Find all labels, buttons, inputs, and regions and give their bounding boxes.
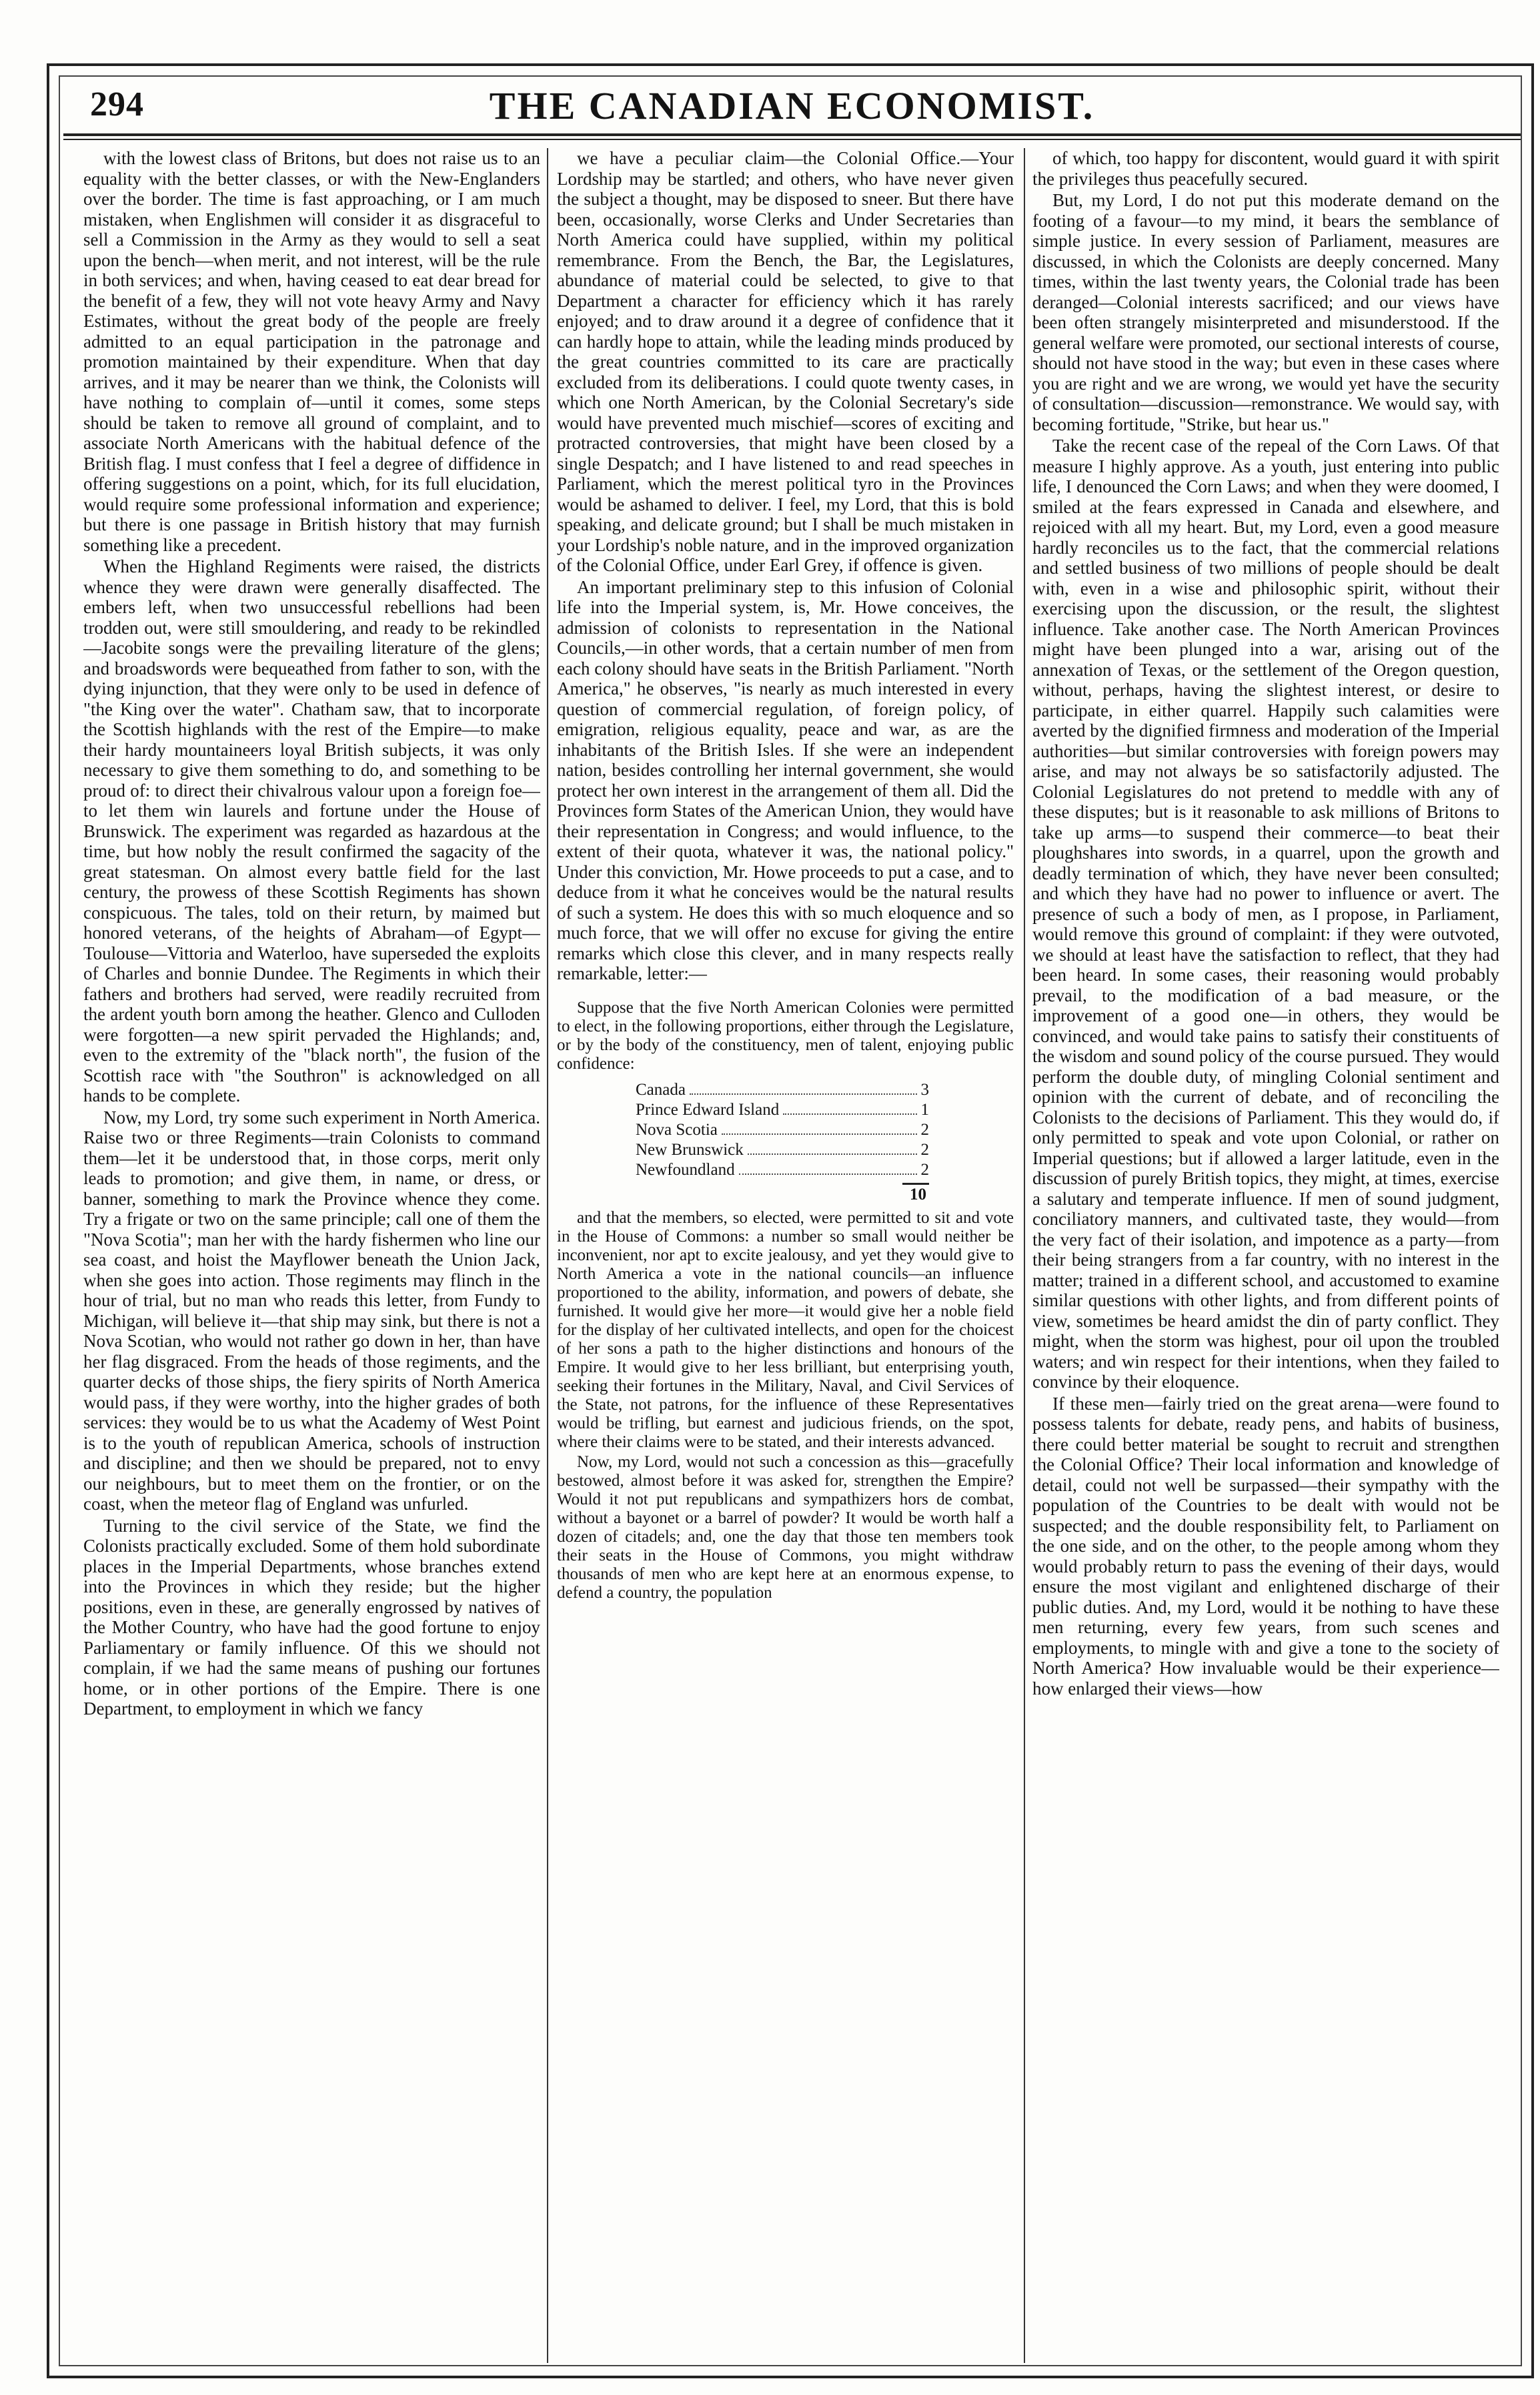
paragraph: of which, too happy for discontent, would guard it with spirit the privileges thus peacefully secured. xyxy=(1032,148,1499,189)
colony-name: New Brunswick xyxy=(636,1140,744,1159)
paragraph: Turning to the civil service of the State, we find the Colonists practically excluded. Some of them hold subordinate places in the Imperial Departments, whose branches extend into the Provinces in which they reside; but the higher positions, even in these, are generally engrossed by natives of the Mother Country, who have had the good fortune to enjoy Parliamentary or family influence. Of this we should not complain, if we had the same means of pushing our fortunes home, or in other portions of the Empire. There is one Department, to employment in which we fancy xyxy=(83,1515,540,1719)
leader-dots xyxy=(690,1080,917,1095)
paragraph: and that the members, so elected, were permitted to sit and vote in the House of Commons: a number so small would neither be inconvenient, nor apt to excite jealousy, and yet they would give to North America a vote in the national councils—an influence proportioned to the ability, information, and powers of debate, she furnished. It would give her more—it would give her a noble field for the display of her cultivated intellects, and open for the choicest of her sons a path to the higher distinctions and honours of the Empire. It would give to her less brilliant, but enterprising youth, seeking their fortunes in the Military, Naval, and Civil Services of the State, not patrons, for the influence of these Representatives would be trifling, but earnest and judicious friends, on the spot, where their claims were to be stated, and their interests advanced. xyxy=(557,1208,1014,1451)
paragraph: An important preliminary step to this infusion of Colonial life into the Imperial system, is, Mr. Howe conceives, the admission of colonists to representation in the National Councils,—in other words, that a certain number of men from each colony should have seats in the British Parliament. "North America," he observes, "is nearly as much interested in every question of commercial regulation, of foreign policy, of emigration, religious equality, peace and war, as are the inhabitants of the British Isles. If she were an independent nation, besides controlling her internal government, she would protect her own interest in the arrangement of them all. Did the Provinces form States of the American Union, they would have their representation in Congress; and would influence, to the extent of their quota, whatever it was, the national policy." Under this conviction, Mr. Howe proceeds to put a case, and to deduce from it what he conceives would be the natural results of such a system. He does this with so much eloquence and so much force, that we will offer no excuse for giving the entire remarks which close this clever, and in many respects really remarkable, letter:— xyxy=(557,576,1014,983)
paragraph: Now, my Lord, try some such experiment in North America. Raise two or three Regiments—train Colonists to command them—let it be understood that, in those corps, merit only leads to promotion; and give them, in name, or dress, or banner, something to mark the Province whence they come. Try a frigate or two on the same principle; call one of them the "Nova Scotia"; man her with the hardy fishermen who line our sea coast, and hoist the Mayflower beneath the Union Jack, when she goes into action. Those regiments may flinch in the hour of trial, but no man who reads this letter, from Fundy to Michigan, will believe it—that ship may sink, but there is not a Nova Scotian, who would not rather go down in her, than have her flag disgraced. From the heads of those regiments, and the quarter decks of those ships, the fiery spirits of North America would pass, if they were worthy, into the higher grades of both services: they would be to us what the Academy of West Point is to the youth of republican America, schools of instruction and discipline; and then we should be prepared, not to envy our neighbours, but to meet them on the frontier, or on the coast, when the meteor flag of England was unfurled. xyxy=(83,1107,540,1514)
paragraph: If these men—fairly tried on the great arena—were found to possess talents for debate, ready pens, and habits of business, there could better material be sought to recruit and strengthen the Colonial Office? Their local information and knowledge of detail, could not well be surpassed—their sympathy with the population of the Countries to be dealt with would not be suspected; and the double responsibility felt, to Parliament on the one side, and on the other, to the people among whom they would probably return to pass the evening of their days, would ensure the most vigilant and enlightened discharge of their public duties. And, my Lord, would it be nothing to have these men returning, every few years, from such scenes and employments, to mingle with and give a tone to the society of North America? How invaluable would be their experience—how enlarged their views—how xyxy=(1032,1393,1499,1699)
colony-seats: 2 xyxy=(920,1120,929,1139)
paragraph: When the Highland Regiments were raised, the districts whence they were drawn were generally disaffected. The embers left, when two unsuccessful rebellions had been trodden out, were still smouldering, and ready to be rekindled—Jacobite songs were the prevailing literature of the glens; and broadswords were bequeathed from father to son, with the dying injunction, that they were only to be used in defence of "the King over the water". Chatham saw, that to incorporate the Scottish highlands with the rest of the Empire—to make their hardy mountaineers loyal British subjects, it was only necessary to give them something to do, and something to be proud of: to direct their chivalrous valour upon a foreign foe—to let them win laurels and fortune under the House of Brunswick. The experiment was regarded as hazardous at the time, but how nobly the result confirmed the sagacity of the great statesman. On almost every battle field for the last century, the prowess of these Scottish Regiments has shown conspicuous. The tales, told on their return, by maimed but honored veterans, of the heights of Abraham—of Egypt—Toulouse—Vittoria and Waterloo, have superseded the exploits of Charles and bonnie Dundee. The Regiments in which their fathers and brothers had served, were readily recruited from the ardent youth born among the heather. Glenco and Culloden were forgotten—a new spirit pervaded the Highlands; and, even to the extremity of the "black north", the fusion of the Scottish race with "the Southron" is acknowledged on all hands to be complete. xyxy=(83,556,540,1105)
running-header xyxy=(63,83,1521,130)
column-divider xyxy=(547,148,548,2363)
colony-seats: 2 xyxy=(920,1140,929,1159)
paragraph: But, my Lord, I do not put this moderate demand on the footing of a favour—to my mind, it bears the semblance of simple justice. In every session of Parliament, measures are discussed, in which the Colonists are deeply concerned. Many times, within the last twenty years, the Colonial trade has been deranged—Colonial interests sacrificed; and our views have been often strangely misinterpreted and misunderstood. If the general welfare were promoted, our sectional interests of course, should not have stood in the way; but even in these cases where you are right and we are wrong, we would yet have the security of consultation—discussion—remonstrance. We would say, with becoming fortitude, "Strike, but hear us." xyxy=(1032,190,1499,434)
leader-dots xyxy=(748,1140,917,1155)
leader-dots xyxy=(783,1100,916,1115)
paragraph: Now, my Lord, would not such a concession as this—gracefully bestowed, almost before it was asked for, strengthen the Empire? Would it not put republicans and sympathizers hors de combat, without a bayonet or a barrel of powder? It would be worth half a dozen of citadels; and, one the day that those ten members took their seats in the House of Commons, you might withdraw thousands of men who are kept here at an enormous expense, to defend a country, the population xyxy=(557,1452,1014,1602)
column-left xyxy=(83,148,540,2363)
colony-name: Prince Edward Island xyxy=(636,1100,780,1119)
colony-row xyxy=(636,1100,929,1120)
colony-seats: 3 xyxy=(920,1080,929,1099)
column-divider xyxy=(1024,148,1025,2363)
column-middle xyxy=(557,148,1014,2363)
colony-name: Canada xyxy=(636,1080,686,1099)
leader-dots xyxy=(739,1160,917,1175)
paragraph: we have a peculiar claim—the Colonial Office.—Your Lordship may be startled; and others, who have never given the subject a thought, may be disposed to sneer. But there have been, occasionally, worse Clerks and Under Secretaries than North America could have supplied, within my political remembrance. From the Bench, the Bar, the Legislatures, abundance of material could be selected, to give to that Department a character for efficiency which it has rarely enjoyed; and to draw around it a degree of confidence that it can hardly hope to attain, while the leading minds produced by the great countries committed to its care are practically excluded from its deliberations. I could quote twenty cases, in which one North American, by the Colonial Secretary's side would have prevented much mischief—scores of exciting and protracted controversies, that might have been closed by a single Despatch; and I have listened to and read speeches in Parliament, which the merest political tyro in the Provinces would be ashamed to deliver. I feel, my Lord, that this is bold speaking, and delicate ground; but I shall be much mistaken in your Lordship's noble nature, and in the improved organization of the Colonial Office, under Earl Grey, if offence is given. xyxy=(557,148,1014,575)
colony-representation-table xyxy=(636,1080,929,1205)
colony-name: Newfoundland xyxy=(636,1160,735,1179)
header-rule xyxy=(63,133,1521,140)
colony-seats: 1 xyxy=(920,1100,929,1119)
colony-seats: 2 xyxy=(920,1160,929,1179)
paragraph: Take the recent case of the repeal of the Corn Laws. Of that measure I highly approve. As a youth, just entering into public life, I denounced the Corn Laws; and when they were doomed, I smiled at the fears expressed in Canada and elsewhere, and rejoiced with all my heart. But, my Lord, even a good measure hardly reconciles us to the fact, that the commercial relations and settled business of two millions of people should be dealt with, even in a wise and philosophic spirit, without their exercising upon the discussion, or the result, the slightest influence. Take another case. The North American Provinces might have been plunged into a war, arising out of the annexation of Texas, or the settlement of the Oregon question, without, perhaps, having the slightest interest, or desire to participate, in either quarrel. Happily such calamities were averted by the dignified firmness and moderation of the Imperial authorities—but similar controversies with foreign powers may arise, and may not always be so satisfactorily adjusted. The Colonial Legislatures do not pretend to meddle with any of these disputes; but is it reasonable to ask millions of Britons to take up arms—to suspend their commerce—to beat their ploughshares into swords, in a quarrel, upon the growth and deadly termination of which, they have never been consulted; and which they have had no power to influence or avert. The presence of such a body of men, as I propose, in Parliament, would remove this ground of complaint: if they were outvoted, we should at least have the satisfaction to reflect, that they had been heard. In some cases, their reasoning would probably prevail, to the modification of a bad measure, or the improvement of a good one—in others, they would be convinced, and would take pains to satisfy their constituents of the wisdom and sound policy of the course pursued. They would perform the double duty, of mingling Colonial sentiment and opinion with the current of debate, and of reconciling the Colonists to the decisions of Parliament. This they would do, if only permitted to speak and vote upon Colonial, or rather on Imperial questions; but if allowed a larger latitude, even in the discussion of purely British topics, they might, at times, exercise a salutary and temperate influence. If men of sound judgment, conciliatory manners, and cultivated taste, they would—from the very fact of their isolation, and impotence as a party—from their being strangers from a far country, with no interest in the matter; trained in a different school, and accustomed to examine similar questions with other lights, and from different points of view, sometimes be heard amidst the din of party conflict. They might, when the storm was highest, pour oil upon the troubled waters; and win respect for their intentions, when they failed to convince by their eloquence. xyxy=(1032,436,1499,1392)
paragraph: with the lowest class of Britons, but does not raise us to an equality with the better classes, or with the New-Englanders over the border. The time is fast approaching, or I am much mistaken, when Englishmen will consider it as disgraceful to sell a Commission in the Army as they would to sell a seat upon the bench—when merit, and not interest, will be the rule in both services; and when, having ceased to eat dear bread for the benefit of a few, they will not vote heavy Army and Navy Estimates, without the great body of the people are freely admitted to an equal participation in the patronage and promotion maintained by their expenditure. When that day arrives, and it may be nearer than we think, the Colonists will have nothing to complain of—until it comes, some steps should be taken to remove all ground of complaint, and to associate North Americans with the habitual defence of the British flag. I must confess that I feel a degree of diffidence in offering suggestions on a point, which, for its full elucidation, would require some professional information and experience; but there is one passage in British history that may furnish something like a precedent. xyxy=(83,148,540,555)
colony-row xyxy=(636,1140,929,1160)
colony-row xyxy=(636,1160,929,1180)
journal-title: THE CANADIAN ECONOMIST. xyxy=(489,84,1095,127)
page-number: 294 xyxy=(90,85,144,123)
column-right xyxy=(1032,148,1499,2363)
colony-total: 10 xyxy=(910,1185,926,1204)
colony-row xyxy=(636,1120,929,1140)
leader-dots xyxy=(722,1120,917,1135)
letter-intro: Suppose that the five North American Colonies were permitted to elect, in the following proportions, either through the Legislature, or by the body of the constituency, men of talent, enjoying public confidence: xyxy=(557,998,1014,1073)
colony-row xyxy=(636,1080,929,1100)
colony-name: Nova Scotia xyxy=(636,1120,718,1139)
